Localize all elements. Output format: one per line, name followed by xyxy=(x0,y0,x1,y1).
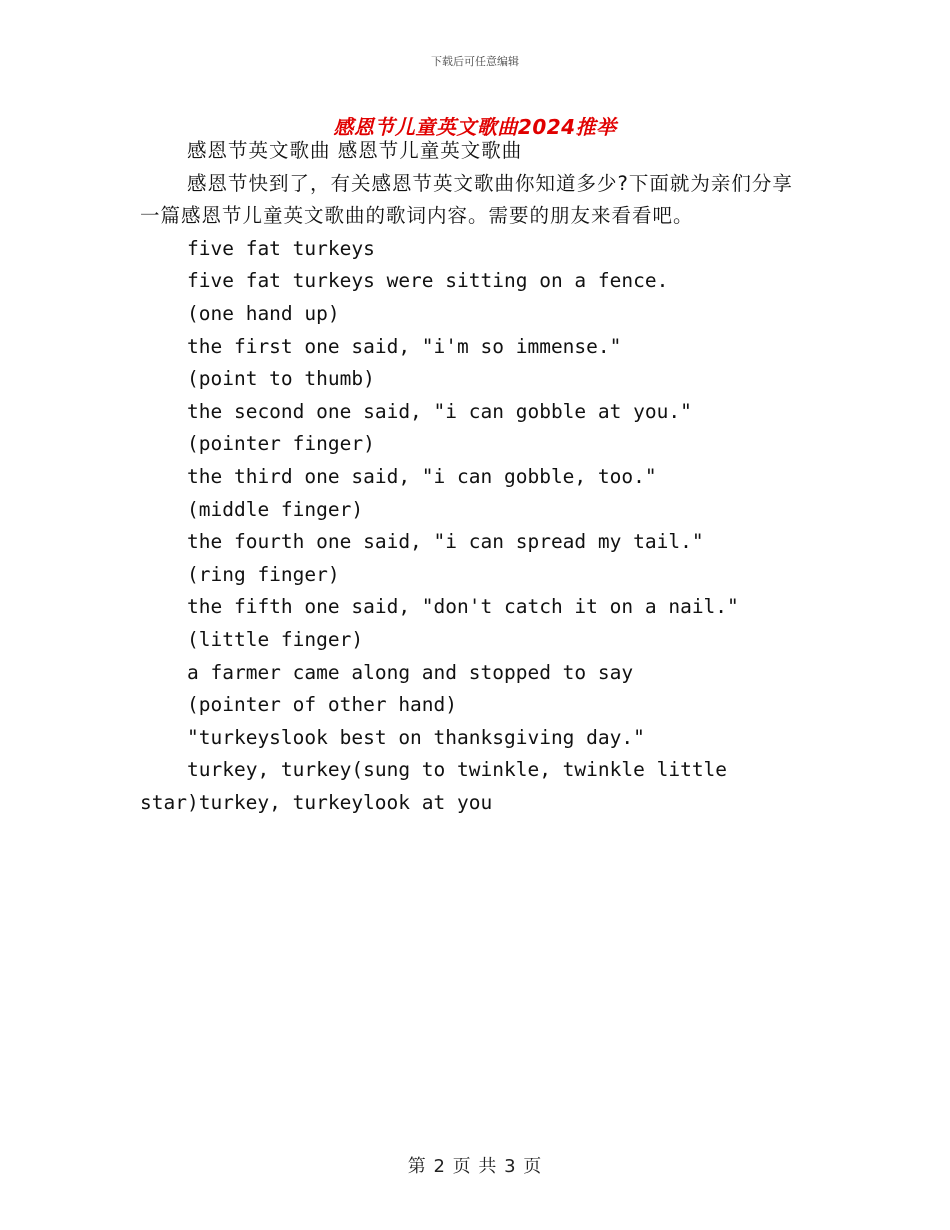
lyric-line: five fat turkeys were sitting on a fence. xyxy=(187,269,669,293)
lyric-line: the fourth one said, "i can spread my tail." xyxy=(187,530,704,554)
lyric-line: the second one said, "i can gobble at you." xyxy=(187,399,692,423)
document-body xyxy=(140,135,812,819)
lyric-line: (middle finger) xyxy=(187,497,364,521)
page-number-footer: 第 2 页 共 3 页 xyxy=(407,1156,543,1177)
lyric-line: (pointer of other hand) xyxy=(187,693,458,717)
lyric-line: five fat turkeys xyxy=(187,236,375,260)
lyric-line: "turkeyslook best on thanksgiving day." xyxy=(187,725,645,749)
lyric-line: (ring finger) xyxy=(187,562,340,586)
subtitle-line: 感恩节英文歌曲 感恩节儿童英文歌曲 xyxy=(187,139,523,162)
lyric-line: (little finger) xyxy=(187,627,364,651)
lyric-line: (one hand up) xyxy=(187,301,340,325)
lyric-line: turkey, turkey(sung to twinkle, twinkle little star)turkey, turkeylook at you xyxy=(140,758,739,814)
lyric-line: the first one said, "i'm so immense." xyxy=(187,334,622,358)
lyric-line: a farmer came along and stopped to say xyxy=(187,660,634,684)
lyric-line: the third one said, "i can gobble, too." xyxy=(187,464,657,488)
lyric-line: (point to thumb) xyxy=(187,367,375,391)
intro-paragraph: 感恩节快到了，有关感恩节英文歌曲你知道多少?下面就为亲们分享一篇感恩节儿童英文歌曲的歌词内容。需要的朋友来看看吧。 xyxy=(140,171,793,228)
header-note: 下载后可任意编辑 xyxy=(431,55,519,68)
document-title: 感恩节儿童英文歌曲2024推举 xyxy=(333,115,617,139)
lyric-line: (pointer finger) xyxy=(187,432,375,456)
lyric-line: the fifth one said, "don't catch it on a nail." xyxy=(187,595,739,619)
